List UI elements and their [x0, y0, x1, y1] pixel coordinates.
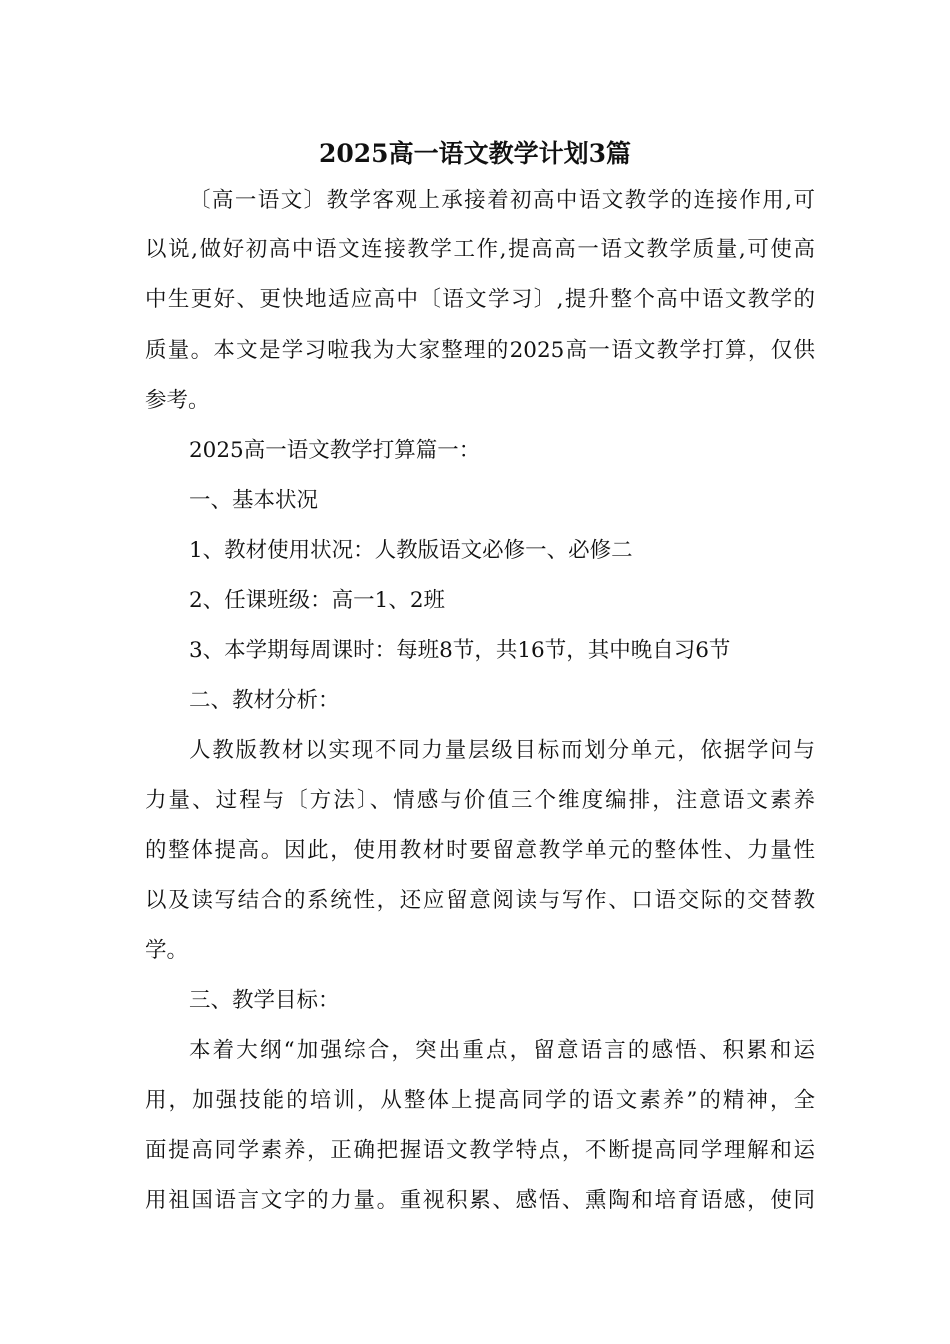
basic-item-3: 3、本学期每周课时：每班8节，共16节，其中晚自习6节 [189, 638, 731, 663]
basic-item-2: 2、任课班级：高一1、2班 [189, 588, 446, 613]
goals-heading: 三、教学目标： [189, 988, 340, 1013]
analysis-line-3: 的整体提高。因此，使用教材时要留意教学单元的整体性、力量性 [145, 838, 815, 863]
goals-line-2: 用，加强技能的培训，从整体上提高同学的语文素养”的精神，全 [145, 1088, 815, 1113]
intro-line-1: 〔高一语文〕教学客观上承接着初高中语文教学的连接作用,可 [189, 188, 815, 213]
analysis-line-1: 人教版教材以实现不同力量层级目标而划分单元，依据学问与 [189, 738, 815, 763]
analysis-heading: 二、教材分析： [189, 688, 340, 713]
basic-heading: 一、基本状况 [189, 488, 319, 513]
intro-line-4: 质量。本文是学习啦我为大家整理的2025高一语文教学打算，仅供 [145, 338, 815, 363]
analysis-line-5: 学。 [145, 938, 189, 963]
section-heading: 2025高一语文教学打算篇一： [189, 438, 481, 463]
intro-line-5: 参考。 [145, 388, 210, 413]
goals-line-4: 用祖国语言文字的力量。重视积累、感悟、熏陶和培育语感，使同 [145, 1188, 815, 1213]
goals-line-1: 本着大纲“加强综合，突出重点，留意语言的感悟、积累和运 [189, 1038, 815, 1063]
analysis-line-4: 以及读写结合的系统性，还应留意阅读与写作、口语交际的交替教 [145, 888, 815, 913]
goals-line-3: 面提高同学素养，正确把握语文教学特点，不断提高同学理解和运 [145, 1138, 815, 1163]
analysis-line-2: 力量、过程与〔方法〕、情感与价值三个维度编排，注意语文素养 [145, 788, 815, 813]
intro-line-3: 中生更好、更快地适应高中〔语文学习〕,提升整个高中语文教学的 [145, 287, 815, 312]
basic-item-1: 1、教材使用状况：人教版语文必修一、必修二 [189, 538, 633, 563]
document-title: 2025高一语文教学计划3篇 [319, 139, 631, 168]
intro-line-2: 以说,做好初高中语文连接教学工作,提高高一语文教学质量,可使高 [145, 237, 815, 262]
